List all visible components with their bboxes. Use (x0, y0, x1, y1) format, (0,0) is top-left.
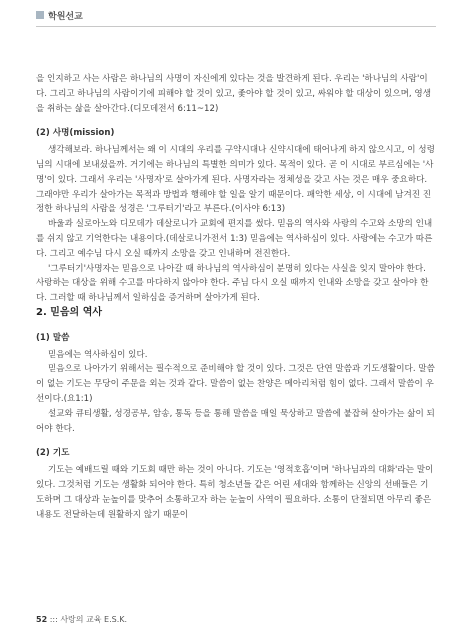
section-heading: 2. 믿음의 역사 (36, 306, 103, 318)
paragraph: 기도는 예배드릴 때와 기도회 때만 하는 것이 아니다. 기도는 '영적호흡'이며 '하나님과의 대화'라는 말이 있다. 그것처럼 기도는 생활화 되어야 한다. 특히 청소년들 같은 어린 세대와 함께하는 신앙의 선배들은 기도하며 그 대상과 눈높이를 맞추어 소통하고자 하는 눈높이 사역이 필요하다. 소통이 단절되면 아무리 좋은 내용도 전달하는데 원활하지 않기 때문이 (36, 465, 434, 520)
page-number: 52 (36, 615, 48, 624)
subheading-word: (1) 말씀 (36, 332, 70, 343)
running-header (36, 8, 436, 27)
subheading-mission: (2) 사명(mission) (36, 128, 115, 139)
paragraph: 믿음으로 나아가기 위해서는 필수적으로 준비해야 할 것이 있다. 그것은 단연 말씀과 기도생활이다. 말씀이 없는 기도는 무당이 주문을 외는 것과 같다. 말씀이 없는 찬양은 메아리처럼 힘이 없다. 그래서 말씀이 우선이다.(요1:1) (36, 364, 435, 404)
footer-title: 사랑의 교육 E.S.K. (60, 615, 128, 624)
paragraph: 을 인지하고 사는 사람은 하나님의 사명이 자신에게 있다는 것을 발견하게 된다. 우리는 '하나님의 사람'이다. 그리고 하나님의 사람이기에 피해야 할 것이 있고, 좇아야 할 것이 있고, 싸워야 할 대상이 있으며, 영생을 취하는 삶을 살아간다.(디모데전서 6:11~12) (36, 74, 431, 114)
paragraph: 설교와 큐티생활, 성경공부, 암송, 통독 등을 통해 말씀을 매일 묵상하고 말씀에 붙잡혀 살아가는 삶이 되어야 한다. (36, 408, 435, 434)
header-mark-icon (36, 11, 44, 19)
paragraph: 바울과 실로아노와 디모데가 데살로니가 교회에 편지를 썼다. 믿음의 역사와 사랑의 수고와 소망의 인내를 쉬지 않고 기억한다는 내용이다.(데살로니가전서 1:3) 믿음에는 역사하심이 있다. 사랑에는 수고가 따른다. 그리고 예수님 다시 오실 때까지 소망을 갖고 인내하며 전진한다. (36, 219, 433, 259)
subheading-prayer: (2) 기도 (36, 448, 70, 459)
paragraph: 믿음에는 역사하심이 있다. (48, 349, 148, 360)
page-footer: 52 ::: 사랑의 교육 E.S.K. (36, 615, 128, 624)
header-section-title: 학원선교 (48, 12, 83, 22)
paragraph: '그루터기'사명자는 믿음으로 나아갈 때 하나님의 역사하심이 분명히 있다는 사실을 잊지 말아야 한다. 사랑하는 대상을 위해 수고를 마다하지 않아야 한다. 주님 다시 오실 때까지 인내와 소망을 갖고 살아야 한다. 그러할 때 하나님께서 일하심을 증거하며 살아가게 된다. (36, 263, 429, 304)
paragraph: 생각해보라. 하나님께서는 왜 이 시대의 우리를 구약시대나 신약시대에 태어나게 하지 않으시고, 이 성령님의 시대에 보내셨을까. 거기에는 하나님의 특별한 의미가 있다. 목적이 있다. 곧 이 시대로 부르심에는 '사명'이 있다. 그래서 우리는 '사명자'로 살아가게 된다. 사명자라는 정체성을 갖고 사는 것은 매우 중요하다. 그래야만 우리가 살아가는 목적과 방법과 행해야 할 일을 알기 때문이다. 패악한 세상, 이 시대에 남겨진 진정한 하나님의 사람을 성경은 '그루터기'라고 부른다.(이사야 6:13) (36, 145, 435, 215)
body-text (36, 72, 436, 522)
